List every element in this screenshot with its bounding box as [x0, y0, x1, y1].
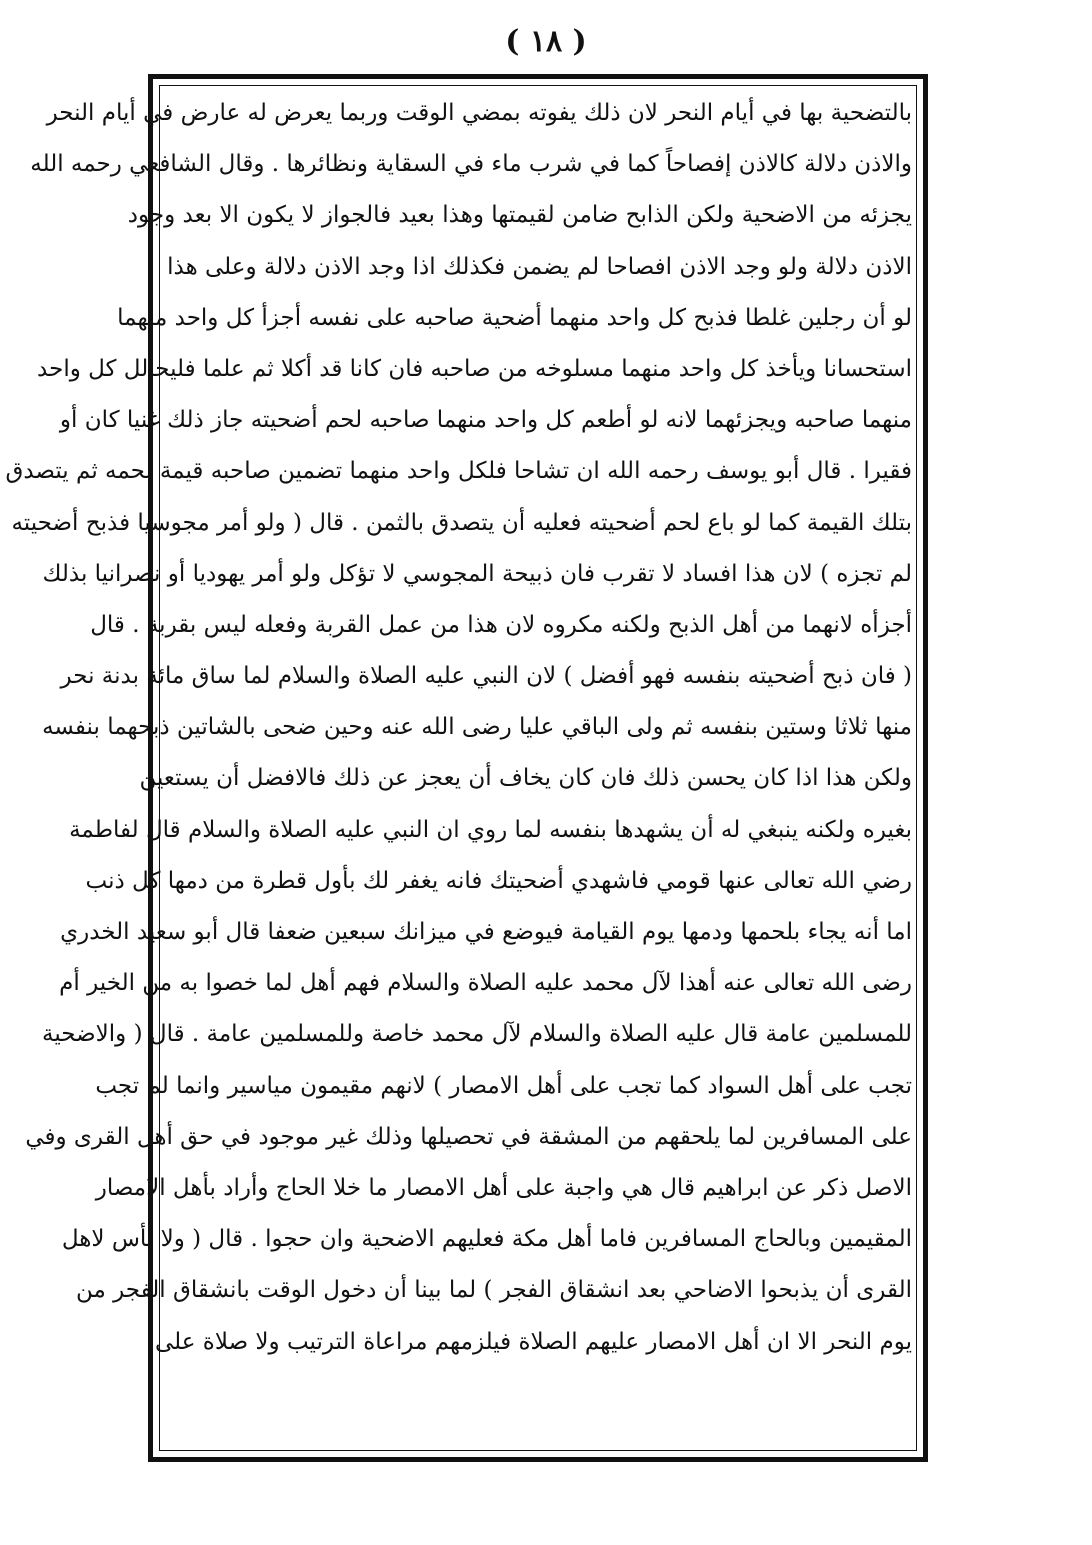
text-line: منهما صاحبه ويجزئهما لانه لو أطعم كل واحد منهما صاحبه لحم أضحيته جاز ذلك غنيا كان أو: [59, 407, 912, 434]
text-line: تجب على أهل السواد كما تجب على أهل الامصار ) لانهم مقيمون مياسير وانما لم تجب: [95, 1072, 912, 1099]
text-line: لو أن رجلين غلطا فذبح كل واحد منهما أضحية صاحبه على نفسه أجزأ كل واحد منهما: [117, 304, 912, 331]
text-line: للمسلمين عامة قال عليه الصلاة والسلام لآل محمد خاصة وللمسلمين عامة . قال ( والاضحية: [42, 1021, 912, 1048]
text-body: [5, 88, 912, 1368]
text-line: رضى الله تعالى عنه أهذا لآل محمد عليه الصلاة والسلام فهم أهل لما خصوا به من الخير أم: [59, 970, 912, 997]
text-line: والاذن دلالة كالاذن إفصاحاً كما في شرب ماء في السقاية ونظائرها . وقال الشافعي رحمه الله: [30, 151, 912, 178]
text-line: استحسانا ويأخذ كل واحد منهما مسلوخه من صاحبه فان كانا قد أكلا ثم علما فليحالل كل واحد: [37, 355, 912, 382]
text-line: القرى أن يذبحوا الاضاحي بعد انشقاق الفجر ) لما بينا أن دخول الوقت بانشقاق الفجر من: [75, 1277, 912, 1304]
text-line: يوم النحر الا ان أهل الامصار عليهم الصلاة فيلزمهم مراعاة الترتيب ولا صلاة على: [154, 1328, 912, 1355]
text-line: بتلك القيمة كما لو باع لحم أضحيته فعليه أن يتصدق بالثمن . قال ( ولو أمر مجوسيا فذبح أضحيته: [11, 509, 912, 536]
text-line: منها ثلاثا وستين بنفسه ثم ولى الباقي عليا رضى الله عنه وحين ضحى بالشاتين ذبحهما بنفسه: [42, 714, 912, 741]
text-line: أجزأه لانهما من أهل الذبح ولكنه مكروه لان هذا من عمل القربة وفعله ليس بقربة . قال: [90, 611, 912, 638]
text-line: ولكن هذا اذا كان يحسن ذلك فان كان يخاف أن يعجز عن ذلك فالافضل أن يستعين: [139, 765, 912, 792]
page-number: ( ١٨ ): [505, 24, 587, 59]
text-line: المقيمين وبالحاج المسافرين فاما أهل مكة فعليهم الاضحية وان حجوا . قال ( ولا بأس لاهل: [61, 1226, 912, 1253]
text-line: لم تجزه ) لان هذا افساد لا تقرب فان ذبيحة المجوسي لا تؤكل ولو أمر يهوديا أو نصرانيا بذلك: [42, 560, 912, 587]
text-line: فقيرا . قال أبو يوسف رحمه الله ان تشاحا فلكل واحد منهما تضمين صاحبه قيمة لحمه ثم يتصدق: [5, 458, 912, 485]
text-line: يجزئه من الاضحية ولكن الذابح ضامن لقيمتها وهذا بعيد فالجواز لا يكون الا بعد وجود: [127, 202, 912, 229]
text-line: رضي الله تعالى عنها قومي فاشهدي أضحيتك فانه يغفر لك بأول قطرة من دمها كل ذنب: [85, 867, 912, 894]
text-line: الاذن دلالة ولو وجد الاذن افصاحا لم يضمن فكذلك اذا وجد الاذن دلالة وعلى هذا: [167, 253, 912, 280]
text-line: اما أنه يجاء بلحمها ودمها يوم القيامة فيوضع في ميزانك سبعين ضعفا قال أبو سعيد الخدري: [60, 919, 912, 945]
text-line: على المسافرين لما يلحقهم من المشقة في تحصيلها وذلك غير موجود في حق أهل القرى وفي: [25, 1123, 912, 1150]
text-line: الاصل ذكر عن ابراهيم قال هي واجبة على أهل الامصار ما خلا الحاج وأراد بأهل الامصار: [95, 1174, 912, 1201]
text-line: بالتضحية بها في أيام النحر لان ذلك يفوته بمضي الوقت وربما يعرض له عارض في أيام النحر: [46, 100, 912, 126]
text-line: ( فان ذبح أضحيته بنفسه فهو أفضل ) لان النبي عليه الصلاة والسلام لما ساق مائة بدنة نحر: [60, 663, 912, 690]
text-line: بغيره ولكنه ينبغي له أن يشهدها بنفسه لما روي ان النبي عليه الصلاة والسلام قال لفاطمة: [69, 816, 912, 843]
